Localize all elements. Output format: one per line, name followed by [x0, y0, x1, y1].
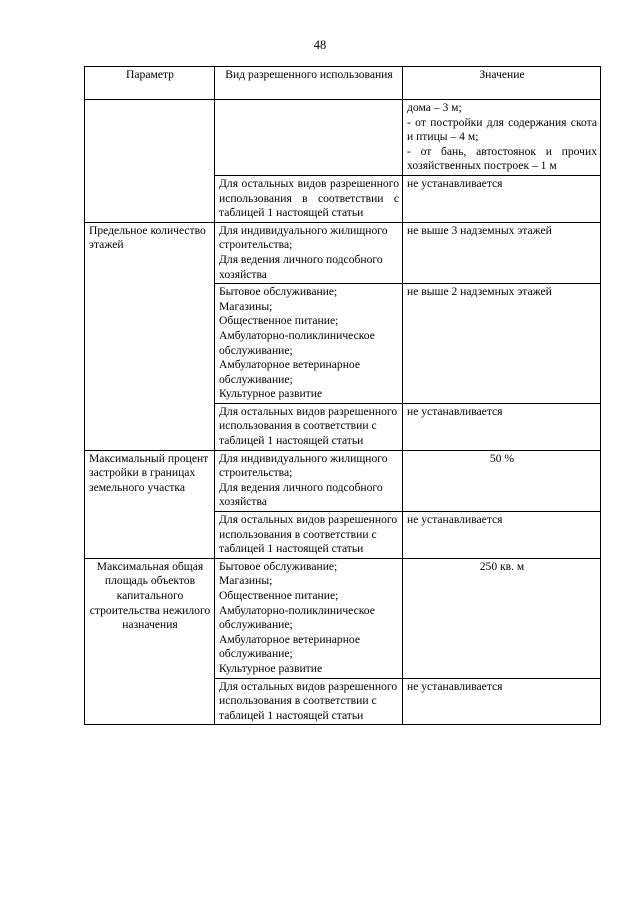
- value-cell: не устанавливается: [403, 175, 601, 222]
- use-line: Амбулаторное ветеринарное обслуживание;: [219, 632, 360, 661]
- use-line: Бытовое обслуживание;: [219, 285, 338, 299]
- value-cell: не устанавливается: [403, 512, 601, 559]
- value-cell: 250 кв. м: [403, 558, 601, 678]
- use-cell: [215, 450, 403, 511]
- parameters-table: [84, 66, 601, 725]
- use-line: Общественное питание;: [219, 314, 339, 328]
- use-cell: [215, 222, 403, 283]
- use-line: Для ведения личного подсобного хозяйства: [219, 252, 383, 281]
- use-line: Амбулаторно-поликлиническое обслуживание;: [219, 603, 375, 632]
- use-cell: Для остальных видов разрешенного использования в соответствии с таблицей 1 настоящей статьи: [215, 175, 403, 222]
- use-cell-empty: [215, 100, 403, 176]
- use-line: Амбулаторно-поликлиническое обслуживание;: [219, 328, 375, 357]
- value-line: - от постройки для содержания скота и птицы – 4 м;: [407, 115, 597, 144]
- page-number: 48: [313, 38, 327, 52]
- use-line: Для ведения личного подсобного хозяйства: [219, 480, 383, 509]
- table-row: [85, 222, 601, 283]
- value-cell: 50 %: [403, 450, 601, 511]
- table-row: [85, 558, 601, 678]
- use-line: Амбулаторное ветеринарное обслуживание;: [219, 358, 360, 386]
- value-cell: не устанавливается: [403, 403, 601, 450]
- use-line: Бытовое обслуживание;: [219, 559, 338, 573]
- value-cell: [403, 100, 601, 176]
- table-row: [85, 100, 601, 176]
- use-line: Магазины;: [219, 574, 273, 588]
- parameter-cell: Предельное количество этажей: [85, 222, 215, 450]
- value-cell: не выше 2 надземных этажей: [403, 284, 601, 404]
- table-header-row: [85, 67, 601, 100]
- parameter-cell-empty: [85, 100, 215, 223]
- use-line: Для индивидуального жилищного строительства;: [219, 451, 388, 480]
- use-line: Магазины;: [219, 299, 273, 313]
- value-line: дома – 3 м;: [407, 101, 462, 114]
- table-row: [85, 450, 601, 511]
- use-cell: [215, 284, 403, 404]
- header-value: Значение: [403, 67, 601, 100]
- header-use-type: Вид разрешенного использования: [215, 67, 403, 100]
- value-cell: не устанавливается: [403, 678, 601, 725]
- parameter-cell: Максимальная общая площадь объектов капитального строительства нежилого назначения: [85, 558, 215, 725]
- use-cell: Для остальных видов разрешенного использования в соответствии с таблицей 1 настоящей статьи: [215, 403, 403, 450]
- use-line: Культурное развитие: [219, 661, 323, 675]
- header-parameter: Параметр: [85, 67, 215, 100]
- use-line: Для индивидуального жилищного строительства;: [219, 223, 388, 252]
- value-line: - от бань, автостоянок и прочих хозяйственных построек – 1 м: [407, 144, 597, 173]
- use-line: Культурное развитие: [219, 387, 323, 401]
- parameter-cell: Максимальный процент застройки в границах земельного участка: [85, 450, 215, 558]
- use-cell: Для остальных видов разрешенного использования в соответствии с таблицей 1 настоящей статьи: [215, 512, 403, 559]
- use-line: Общественное питание;: [219, 589, 339, 602]
- use-cell: Для остальных видов разрешенного использования в соответствии с таблицей 1 настоящей статьи: [215, 678, 403, 725]
- value-cell: не выше 3 надземных этажей: [403, 222, 601, 283]
- use-cell: [215, 558, 403, 678]
